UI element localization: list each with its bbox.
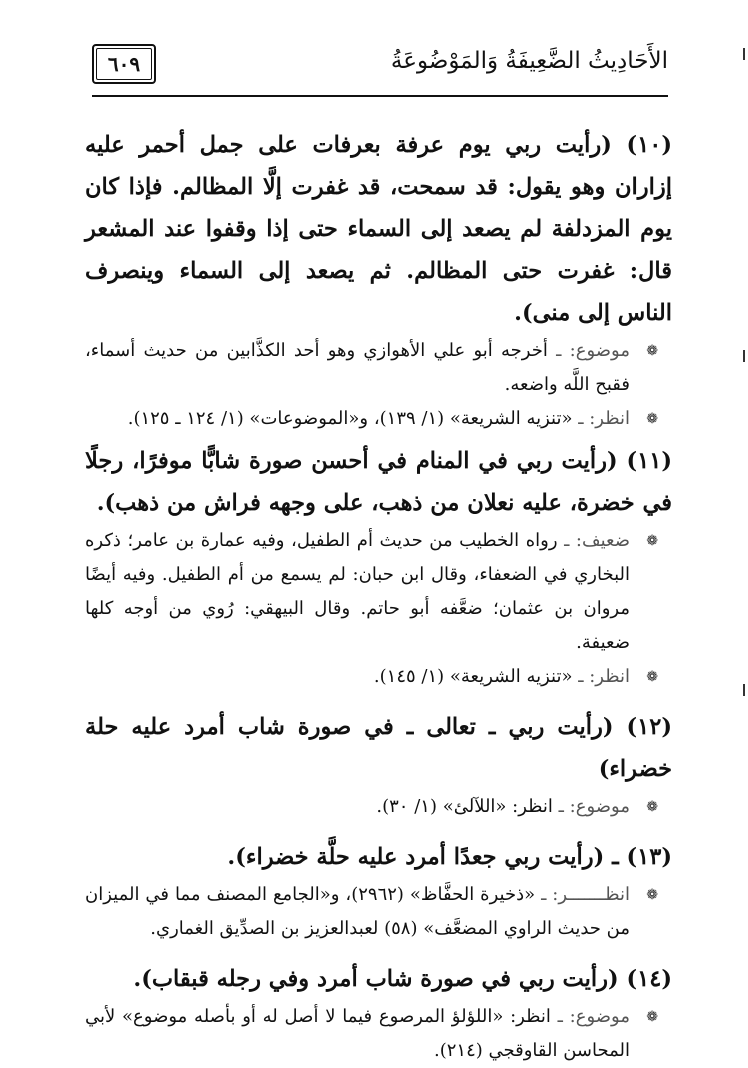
note-grade [85,1000,672,1068]
note-reference [85,660,672,694]
flower-bullet-icon: ❁ [646,1009,658,1025]
flower-bullet-icon: ❁ [646,533,658,549]
hadith-12: (١٢) (رأيت ربي ـ تعالى ـ في صورة شاب أمرد عليه حلة خضراء) [85,714,672,782]
flower-bullet-icon: ❁ [646,799,658,815]
scan-edge-mark [743,48,745,60]
note-reference [85,402,672,436]
page-number: ٦٠٩ [107,52,141,76]
hadith-10: (١٠) (رأيت ربي يوم عرفة بعرفات على جمل أحمر عليه إزاران وهو يقول: قد سمحت، قد غفرت إلَّا المظالم. فإذا كان يوم المزدلفة لم يصعد إلى السماء حتى إذا وقفوا عند المشعر قال: غفرت حتى المظالم. ثم يصعد إلى السماء وينصرف الناس إلى منى). [85,132,672,326]
note-label: انظر: ـ [578,408,630,429]
note-label: موضوع: ـ [556,340,630,361]
scan-edge-mark [743,684,745,696]
page-header [92,40,668,97]
flower-bullet-icon: ❁ [646,411,658,427]
note-text: رواه الخطيب من حديث أم الطفيل، وفيه عمارة بن عامر؛ ذكره البخاري في الضعفاء، وقال ابن حبان: لم يسمع من أم الطفيل. وفيه أيضًا مروان بن عثمان؛ ضعَّفه أبو حاتم. وقال البيهقي: رُوي من أوجه كلها ضعيفة. [85,530,630,653]
hadith-11: (١١) (رأيت ربي في المنام في أحسن صورة شابًّا موفرًا، رجلًا في خضرة، عليه نعلان من ذهب، على وجهه فراش من ذهب). [85,448,672,516]
page-number-frame [92,44,156,84]
note-label: موضوع: ـ [558,796,630,817]
note-text: «ذخيرة الحفَّاظ» (٢٩٦٢)، و«الجامع المصنف مما في الميزان من حديث الراوي المضعَّف» (٥٨) لعبدالعزيز بن الصدِّيق الغماري. [85,884,630,939]
note-reference [85,878,672,946]
note-label: موضوع: ـ [557,1006,630,1027]
flower-bullet-icon: ❁ [646,887,658,903]
note-text: «تنزيه الشريعة» (١/ ١٣٩)، و«الموضوعات» (١/ ١٢٤ ـ ١٢٥). [127,408,573,429]
note-label: ضعيف: ـ [564,530,630,551]
note-label: انظـــــــر: ـ [541,884,630,905]
page-content [85,124,672,1068]
note-grade [85,790,672,824]
note-text: انظر: «اللؤلؤ المرصوع فيما لا أصل له أو بأصله موضوع» لأبي المحاسن القاوقجي (٢١٤). [85,1006,630,1061]
note-text: أخرجه أبو علي الأهوازي وهو أحد الكذَّابين من حديث أسماء، فقبح اللَّه واضعه. [85,340,630,395]
hadith-13: (١٣) ـ (رأيت ربي جعدًا أمرد عليه حلَّة خضراء). [227,844,672,870]
flower-bullet-icon: ❁ [646,343,658,359]
note-text: انظر: «اللآلئ» (١/ ٣٠). [376,796,553,817]
note-grade [85,334,672,402]
note-label: انظر: ـ [578,666,630,687]
note-text: «تنزيه الشريعة» (١/ ١٤٥). [373,666,573,687]
scan-edge-mark [743,350,745,362]
hadith-14: (١٤) (رأيت ربي في صورة شاب أمرد وفي رجله قبقاب). [133,966,672,992]
running-title: الأَحَادِيثُ الضَّعِيفَةُ وَالمَوْضُوعَةُ [390,48,668,74]
flower-bullet-icon: ❁ [646,669,658,685]
note-grade [85,524,672,660]
